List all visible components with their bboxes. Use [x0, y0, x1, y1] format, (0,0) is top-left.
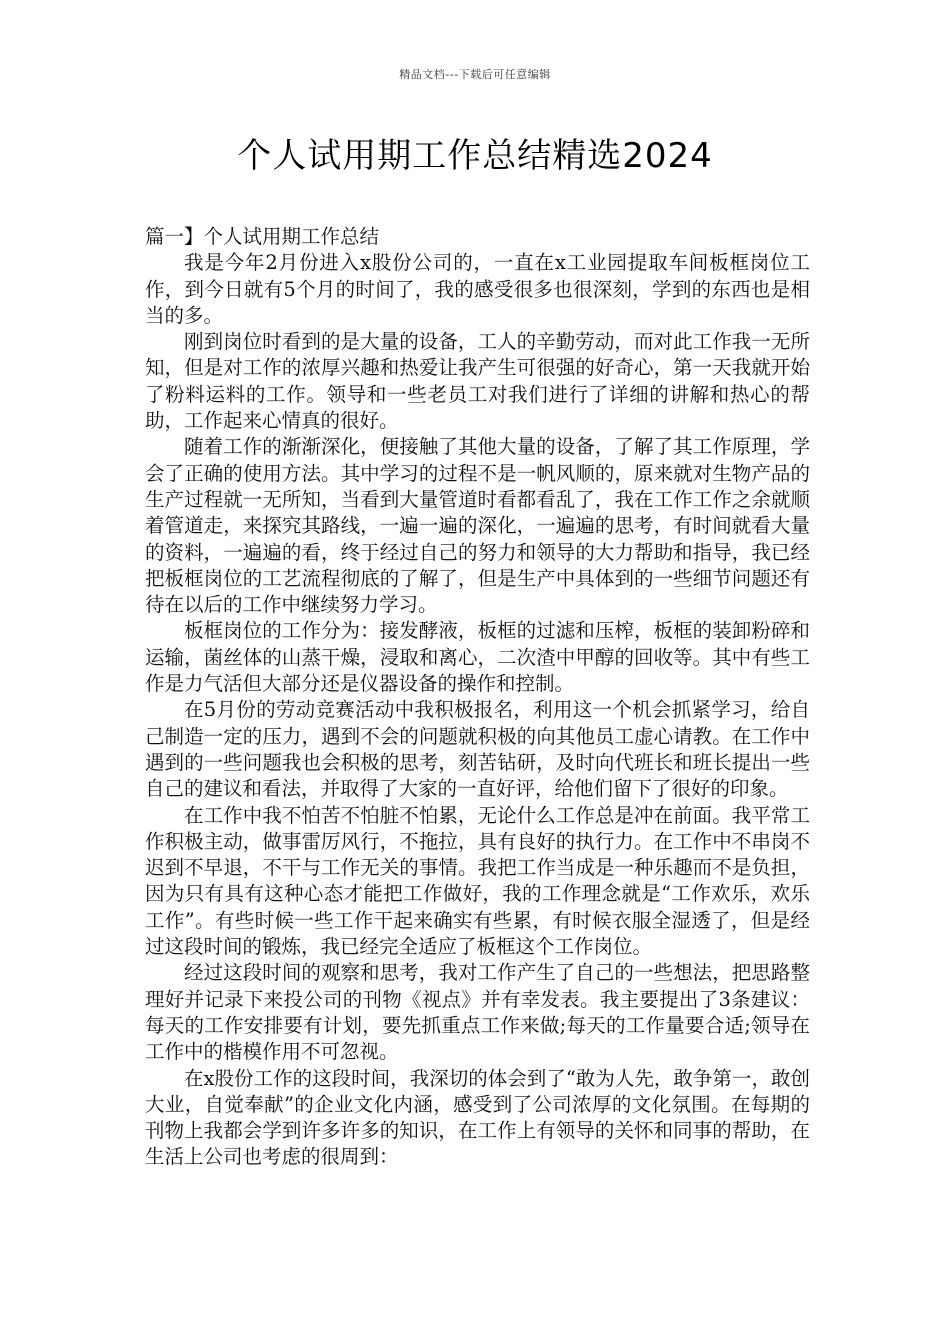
- document-title: 个人试用期工作总结精选2024: [237, 136, 713, 176]
- body-paragraph: 经过这段时间的观察和思考，我对工作产生了自己的一些想法，把思路整理好并记录下来投公司的刊物《视点》并有幸发表。我主要提出了3条建议：每天的工作安排要有计划，要先抓重点工作来做;每天的工作量要合适;领导在工作中的楷模作用不可忽视。: [145, 961, 810, 1064]
- body-paragraph: 我是今年2月份进入x股份公司的，一直在x工业园提取车间板框岗位工作，到今日就有5个月的时间了，我的感受很多也很深刻，学到的东西也是相当的多。: [145, 251, 810, 327]
- body-paragraph: 在x股份工作的这段时间，我深切的体会到了“敢为人先，敢争第一，敢创大业，自觉奉献”的企业文化内涵，感受到了公司浓厚的文化氛围。在每期的刊物上我都会学到许多许多的知识，在工作上有领导的关怀和同事的帮助，在生活上公司也考虑的很周到：: [145, 1066, 810, 1169]
- body-paragraph: 刚到岗位时看到的是大量的设备，工人的辛勤劳动，而对此工作我一无所知，但是对工作的浓厚兴趣和热爱让我产生可很强的好奇心，第一天我就开始了粉料运料的工作。领导和一些老员工对我们进行了详细的讲解和热心的帮助，工作起来心情真的很好。: [145, 330, 810, 433]
- body-paragraph: 在工作中我不怕苦不怕脏不怕累，无论什么工作总是冲在前面。我平常工作积极主动，做事雷厉风行，不拖拉，具有良好的执行力。在工作中不串岗不迟到不早退，不干与工作无关的事情。我把工作当成是一种乐趣而不是负担，因为只有具有这种心态才能把工作做好，我的工作理念就是“工作欢乐，欢乐工作”。有些时候一些工作干起来确实有些累，有时候衣服全湿透了，但是经过这段时间的锻炼，我已经完全适应了板框这个工作岗位。: [145, 803, 810, 959]
- body-paragraph: 板框岗位的工作分为：接发酵液，板框的过滤和压榨，板框的装卸粉碎和运输，菌丝体的山蒸干燥，浸取和离心，二次渣中甲醇的回收等。其中有些工作是力气活但大部分还是仪器设备的操作和控制。: [145, 619, 810, 696]
- body-paragraph: 随着工作的渐渐深化，便接触了其他大量的设备，了解了其工作原理，学会了正确的使用方法。其中学习的过程不是一帆风顺的，原来就对生物产品的生产过程就一无所知，当看到大量管道时看都看乱了，我在工作工作之余就顺着管道走，来探究其路线，一遍一遍的深化，一遍遍的思考，有时间就看大量的资料，一遍遍的看，终于经过自己的努力和领导的大力帮助和指导，我已经把板框岗位的工艺流程彻底的了解了，但是生产中具体到的一些细节问题还有待在以后的工作中继续努力学习。: [145, 435, 810, 617]
- header-note: 精品文档---下载后可任意编辑: [399, 68, 551, 81]
- section-heading: 篇一】个人试用期工作总结: [145, 225, 380, 248]
- body-paragraph: 在5月份的劳动竞赛活动中我积极报名，利用这一个机会抓紧学习，给自己制造一定的压力，遇到不会的问题就积极的向其他员工虚心请教。在工作中遇到的一些问题我也会积极的思考，刻苦钻研，及时向代班长和班长提出一些自己的建议和看法，并取得了大家的一直好评，给他们留下了很好的印象。: [145, 698, 810, 801]
- document-body: [145, 224, 810, 1171]
